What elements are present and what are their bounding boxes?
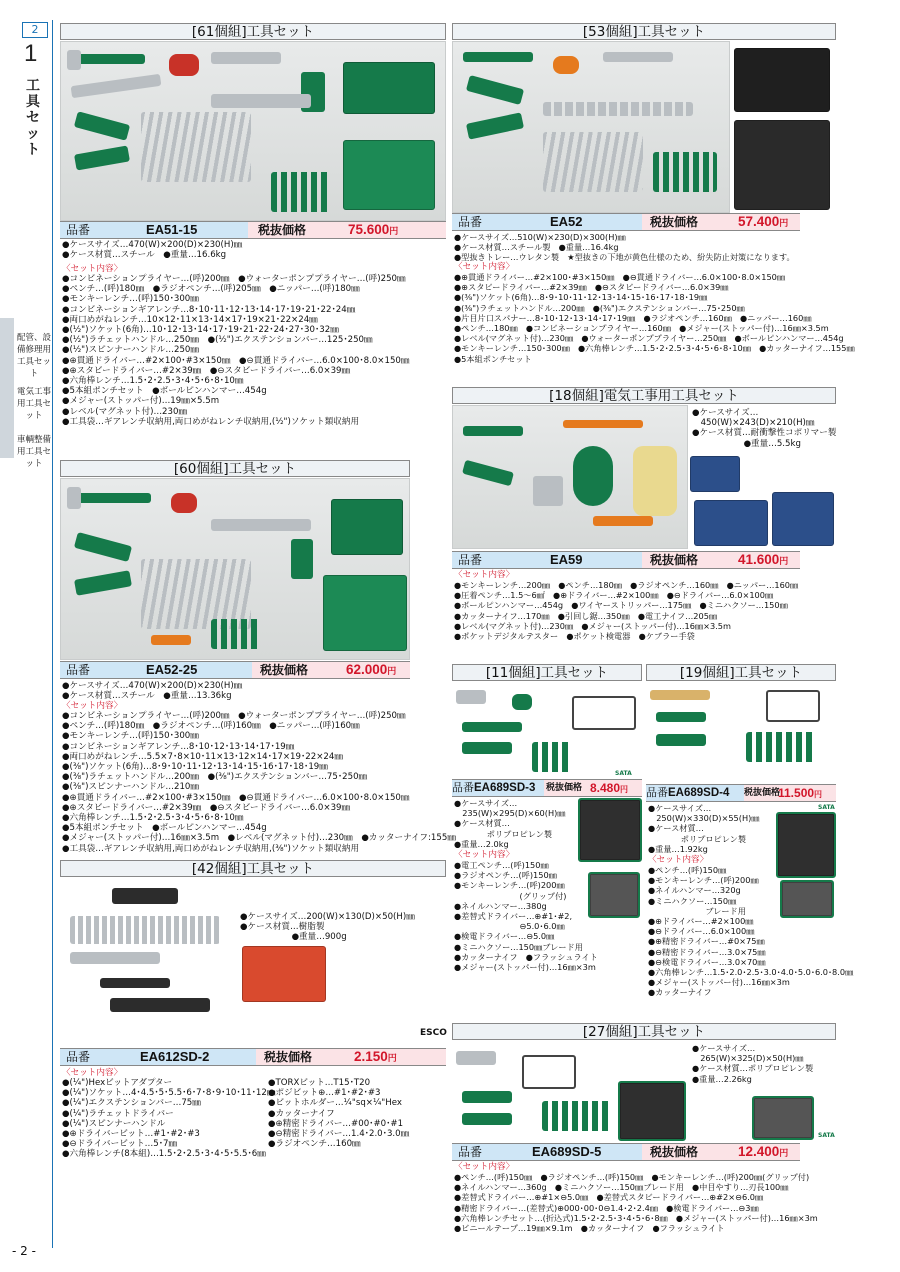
chapter-number: 1 xyxy=(24,40,38,67)
price-label: 税抜価格 xyxy=(650,215,699,229)
screwdriver-set-icon xyxy=(211,619,261,649)
tape-measure-icon xyxy=(553,56,579,74)
section-title-19: [19個組]工具セット xyxy=(646,664,836,681)
price-bar-61 xyxy=(248,221,446,239)
price-label: 税抜価格 xyxy=(650,553,699,567)
section-title-61: [61個組]工具セット xyxy=(60,23,446,40)
section-title-18: [18個組]電気工事用工具セット xyxy=(452,387,836,404)
tool-pouch-icon xyxy=(780,880,834,918)
hinban-label: 品番 xyxy=(646,786,668,799)
tape-measure-icon xyxy=(512,694,532,710)
hinban-label: 品番 xyxy=(458,1145,483,1159)
tool-pouch-icon xyxy=(752,1096,814,1140)
brand-logo: SATA xyxy=(615,770,632,777)
set-label-27: 〈セット内容〉 xyxy=(454,1162,515,1172)
items-42-right: ●TORXビット…T15･T20 ●ポジビット⊕…#1･#2･#3 ●ビットホルダー…¼"sq×¼"Hex ●カッターナイフ ●⊕精密ドライバー…#00･#0･#1 ●⊖精密ドライバー…1.4･2.0･3.0㎜ ●ラジオペンチ…160㎜ xyxy=(268,1078,410,1150)
wrench-icon xyxy=(656,712,706,722)
set-label-42: 〈セット内容〉 xyxy=(62,1068,123,1078)
price-bar-11 xyxy=(544,779,642,797)
code-bar-60 xyxy=(60,661,252,679)
product-code: EA612SD-2 xyxy=(140,1049,210,1064)
hinban-label: 品番 xyxy=(66,1050,91,1064)
set-label-53: 〈セット内容〉 xyxy=(454,262,515,272)
cutter-knife-icon xyxy=(151,635,191,645)
price-bar-18 xyxy=(642,551,800,569)
pliers-icon xyxy=(466,75,524,105)
items-61: ●コンビネーションプライヤー…(呼)200㎜ ●ウォーターポンププライヤー…(呼)250㎜ ●ペンチ…(呼)180㎜ ●ラジオペンチ…(呼)205㎜ ●ニッパー…(呼)180㎜ ●モンキーレンチ…(呼)150･300㎜ ●コンビネーションギアレンチ…8･10･11･12･13･14･17･19･21･22･24㎜ ●両口めがねレンチ…10×12･11×13･14×17･19×21･22×24㎜ ●(½")ソケット(6角)…10･12･13･14･17･19･21･22･24･27･30･32㎜ ●(½")ラチェットハンドル…250㎜ ●(½")エクステンションバー…125･250㎜ ●(½")スピンナーハンドル…250㎜ ●⊕貫通ドライバー…#2×100･#3×150㎜ ●⊖貫通ドライバー…6.0×100･8.0×150㎜ ●⊕スタビードライバー…#2×39㎜ ●⊖スタビードライバー…6.0×39㎜ ●六角棒レンチ…1.5･2･2.5･3･4･5･6･8･10㎜ ●5本組ポンチセット ●ボールピンハンマー…454g ●メジャー(ストッパー付)…19㎜×5.5m ●レベル(マグネット付)…230㎜ ●工具袋…ギアレンチ収納用,両口めがねレンチ収納用,(½")ソケット類収納用 xyxy=(62,274,410,427)
hammer-icon xyxy=(456,1051,496,1065)
price-bar-60 xyxy=(252,661,410,679)
hinban-label: 品番 xyxy=(66,223,91,237)
spec-60: ●ケースサイズ…470(W)×200(D)×230(H)㎜ ●ケース材質…スチール ●重量…13.36kg xyxy=(62,681,243,702)
set-label-60: 〈セット内容〉 xyxy=(62,701,123,711)
chapter-title: 工具セット xyxy=(26,78,40,158)
section-title-53: [53個組]工具セット xyxy=(452,23,836,40)
socket-row-icon xyxy=(211,519,311,531)
ratchet-icon xyxy=(211,52,281,64)
price-label: 税抜価格 xyxy=(264,1050,313,1064)
socket-row-icon xyxy=(70,952,160,964)
tool-case-icon xyxy=(343,62,435,114)
price-value: 11.500円 xyxy=(778,786,823,800)
tape-measure-icon xyxy=(169,54,199,76)
tool-pouch-icon xyxy=(588,872,640,918)
price-label: 税抜価格 xyxy=(744,788,781,798)
price-bar-53 xyxy=(642,213,800,231)
items-27: ●ペンチ…(呼)150㎜ ●ラジオペンチ…(呼)150㎜ ●モンキーレンチ…(呼)200㎜(グリップ付) ●ネイルハンマー…360g ●ミニハクソー…150㎜ブレード用 ●中目やすり…刃長100㎜ ●差替式ドライバー…⊕#1×⊖5.0㎜ ●差替式スタビードライバー…⊕#2×⊖6.0㎜ ●精密ドライバー…(差替式)⊕000･00･0⊖1.4･2･2.4㎜ ●検電ドライバー…⊖3㎜ ●六角棒レンチセット…(折込式)1.5･2･2.5･3･4･5･6･8㎜ ●メジャー(ストッパー付)…16㎜×3m ●ビニールテープ…19㎜×9.1m ●カッターナイフ ●フラッシュライト xyxy=(454,1172,818,1234)
tab-number: 2 xyxy=(22,22,48,38)
screwdriver-set-icon xyxy=(746,732,816,762)
wrench-set-icon xyxy=(543,132,643,192)
spec-42: ●ケースサイズ…200(W)×130(D)×50(H)㎜ ●ケース材質…樹脂製 ●重量…900g xyxy=(240,912,415,943)
product-photo-27 xyxy=(452,1041,688,1141)
hinban-label: 品番 xyxy=(66,663,91,677)
page-number: - 2 - xyxy=(12,1244,36,1258)
price-value: 12.400円 xyxy=(738,1144,789,1159)
wrench-set-icon xyxy=(141,112,251,182)
product-code: EA689SD-3 xyxy=(474,782,536,794)
product-photo-42 xyxy=(60,878,236,1042)
pliers-icon xyxy=(110,998,210,1012)
divider-line xyxy=(52,20,53,1248)
product-code: EA59 xyxy=(550,552,583,567)
tool-case-icon xyxy=(772,492,834,546)
price-value: 57.400円 xyxy=(738,214,789,229)
pliers-icon xyxy=(74,111,130,140)
hinban-label: 品番 xyxy=(458,553,483,567)
spec-19: ●ケースサイズ… 250(W)×330(D)×55(H)㎜ ●ケース材質… ポリプロピレン製 ●重量…1.92kg xyxy=(648,803,760,854)
hammer-head-icon xyxy=(67,50,81,70)
code-bar-61 xyxy=(60,221,248,239)
tool-case-icon xyxy=(331,499,403,555)
spec-18: ●ケースサイズ… 450(W)×243(D)×210(H)㎜ ●ケース材質…耐衝撃性コポリマー製 ●重量…5.5kg xyxy=(692,408,837,449)
screwdriver-set-icon xyxy=(653,152,717,192)
side-link-vehicle[interactable]: 車輌整備用工具セット xyxy=(16,435,51,469)
hacksaw-icon xyxy=(522,1055,576,1089)
knife-icon xyxy=(593,516,653,526)
side-link-plumbing[interactable]: 配管、設備修理用工具セット xyxy=(16,333,51,379)
wire-stripper-icon xyxy=(573,446,613,506)
pliers-icon xyxy=(462,460,514,486)
hacksaw-icon xyxy=(572,696,636,730)
code-bar-42 xyxy=(60,1048,256,1066)
wrench-icon xyxy=(71,74,162,98)
cutter-knife-icon xyxy=(100,978,170,988)
open-tool-pouch-icon xyxy=(776,812,836,878)
open-tool-case-icon xyxy=(323,575,407,651)
section-title-27: [27個組]工具セット xyxy=(452,1023,836,1040)
spec-53: ●ケースサイズ…510(W)×230(D)×300(H)㎜ ●ケース材質…スチール製 ●重量…16.4kg ●型抜きトレー…ウレタン製 ★型抜きの下地が黄色仕様のため、紛失防止対策になります。 xyxy=(454,232,795,263)
tool-case-icon xyxy=(242,946,326,1002)
hammer-icon xyxy=(650,690,710,700)
brand-logo: SATA xyxy=(818,804,835,811)
spec-61: ●ケースサイズ…470(W)×200(D)×230(H)㎜ ●ケース材質…スチール ●重量…16.6kg xyxy=(62,240,243,261)
socket-row-icon xyxy=(543,102,693,116)
hammer-icon xyxy=(71,493,151,503)
hammer-head-icon xyxy=(67,487,81,509)
items-19: ●ペンチ…(呼)150㎜ ●モンキーレンチ…(呼)200㎜ ●ネイルハンマー…320g ●ミニハクソー…150㎜ ブレード用 ●⊕ドライバー…#2×100㎜ ●⊖ドライバー…6.0×100㎜ ●⊕精密ドライバー…#0×75㎜ ●⊖精密ドライバー…3.0×75㎜ ●⊖検電ドライバー…3.0×70㎜ ●六角棒レンチ…1.5･2.0･2.5･3.0･4.0･5.0･6.0･8.0㎜ ●メジャー(ストッパー付)…16㎜×3m ●カッターナイフ xyxy=(648,865,854,998)
items-11: ●電工ペンチ…(呼)150㎜ ●ラジオペンチ…(呼)150㎜ ●モンキーレンチ…(呼)200㎜ (グリップ付) ●ネイルハンマー…380g ●差替式ドライバー…⊕#1･#2, ⊖5.0･6.0㎜ ●検電ドライバー…⊖5.0㎜ ●ミニハクソー…150㎜ブレード用 ●カッターナイフ ●フラッシュライト ●メジャー(ストッパー付)…16㎜×3m xyxy=(454,860,598,973)
section-title-11: [11個組]工具セット xyxy=(452,664,642,681)
set-label-19: 〈セット内容〉 xyxy=(648,855,709,865)
product-code: EA51-15 xyxy=(146,222,198,237)
index-tab-marker xyxy=(0,318,14,458)
ratchet-driver-icon xyxy=(112,888,178,904)
hinban-label: 品番 xyxy=(458,215,483,229)
price-value: 62.000円 xyxy=(346,662,397,677)
hinban-label: 品番 xyxy=(452,781,474,794)
pliers-icon xyxy=(462,1113,512,1125)
product-code: EA689SD-5 xyxy=(532,1144,602,1159)
section-title-60: [60個組]工具セット xyxy=(60,460,410,477)
section-title-42: [42個組]工具セット xyxy=(60,860,446,877)
screwdriver-set-icon xyxy=(532,742,572,772)
screwdriver-set-icon xyxy=(542,1101,612,1131)
screwdriver-set-icon xyxy=(271,172,331,212)
set-label-61: 〈セット内容〉 xyxy=(62,264,123,274)
product-code: EA689SD-4 xyxy=(668,787,730,799)
pliers-icon xyxy=(462,742,512,754)
product-photo-18 xyxy=(452,405,688,549)
bit-set-icon xyxy=(70,916,220,944)
brand-logo: SATA xyxy=(818,1132,835,1139)
level-icon xyxy=(563,420,643,428)
code-bar-53 xyxy=(452,213,642,231)
price-label: 税抜価格 xyxy=(260,663,309,677)
items-18: ●モンキーレンチ…200㎜ ●ペンチ…180㎜ ●ラジオペンチ…160㎜ ●ニッパー…160㎜ ●圧着ペンチ…1.5～6㎟ ●⊕ドライバー…#2×100㎜ ●⊖ドライバー…6.0×100㎜ ●ボールピンハンマー…454g ●ワイヤーストリッパー…175㎜ ●ミニハクソー…150㎜ ●カッターナイフ…170㎜ ●引回し鋸…350㎜ ●電工ナイフ…205㎜ ●レベル(マグネット付)…230㎜ ●メジャー(ストッパー付)…16㎜×3.5m ●ポケットデジタルテスター ●ポケット検電器 ●ケブラー手袋 xyxy=(454,580,799,642)
open-tool-chest-icon xyxy=(734,120,830,210)
items-60: ●コンビネーションプライヤー…(呼)200㎜ ●ウォーターポンププライヤー…(呼)250㎜ ●ペンチ…(呼)180㎜ ●ラジオペンチ…(呼)160㎜ ●ニッパー…(呼)160㎜ ●モンキーレンチ…(呼)150･300㎜ ●コンビネーションギアレンチ…8･10･12･13･14･17･19㎜ ●両口めがねレンチ…5.5×7･8×10･11×13･12×14･17×19･22×24㎜ ●(⅜")ソケット(6角)…8･9･10･11･12･13･14･15･16･17･18･19㎜ ●(⅜")ラチェットハンドル…200㎜ ●(⅜")エクステンションバー…75･250㎜ ●(⅜")スピンナーハンドル…210㎜ ●⊕貫通ドライバー…#2×100･#3×150㎜ ●⊖貫通ドライバー…6.0×100･8.0×150㎜ ●⊕スタビードライバー…#2×39㎜ ●⊖スタビードライバー…6.0×39㎜ ●六角棒レンチ…1.5･2･2.5･3･4･5･6･8･10㎜ ●5本組ポンチセット ●ボールピンハンマー…454g ●メジャー(ストッパー付)…16㎜×3.5m ●レベル(マグネット付)…230㎜ ●カッターナイフ:155㎜ ●工具袋…ギアレンチ収納用,両口めがねレンチ収納用,(⅜")ソケット類収納用 xyxy=(62,711,456,854)
tester-icon xyxy=(533,476,563,506)
price-label: 税抜価格 xyxy=(546,783,583,793)
hex-key-set-icon xyxy=(291,539,313,579)
socket-row-icon xyxy=(211,94,311,108)
hammer-icon xyxy=(73,54,145,64)
product-photo-61 xyxy=(60,41,446,221)
pliers-icon xyxy=(74,570,132,595)
pliers-icon xyxy=(74,145,130,170)
price-value: 41.600円 xyxy=(738,552,789,567)
glove-icon xyxy=(633,446,677,516)
open-tool-pouch-icon xyxy=(578,798,642,862)
items-53: ●⊕貫通ドライバー…#2×100･#3×150㎜ ●⊖貫通ドライバー…6.0×100･8.0×150㎜ ●⊕スタビードライバー…#2×39㎜ ●⊖スタビードライバー…6.0×39㎜ ●(⅜")ソケット(6角)…8･9･10･11･12･13･14･15･16･17･18･19㎜ ●(⅜")ラチェットハンドル…200㎜ ●(⅜")エクステンションバー…75･250㎜ ●片目片口スパナー…8･10･12･13･14･17･19㎜ ●ラジオペンチ…160㎜ ●ニッパー…160㎜ ●ペンチ…180㎜ ●コンビネーションプライヤー…160㎜ ●メジャー(ストッパー付)…16㎜×3.5m ●レベル(マグネット付)…230㎜ ●ウォーターポンププライヤー…250㎜ ●ボールピンハンマー…454g ●モンキーレンチ…150･300㎜ ●六角棒レンチ…1.5･2･2.5･3･4･5･6･8･10㎜ ●カッターナイフ…155㎜ ●5本組ポンチセット xyxy=(454,272,855,364)
hammer-icon xyxy=(463,426,523,436)
set-label-11: 〈セット内容〉 xyxy=(454,850,515,860)
tool-case-icon xyxy=(690,456,740,492)
product-photo-60 xyxy=(60,478,410,660)
open-tool-case-icon xyxy=(694,500,768,546)
hacksaw-icon xyxy=(766,690,820,722)
spec-27: ●ケースサイズ… 265(W)×325(D)×50(H)㎜ ●ケース材質…ポリプロピレン製 ●重量…2.26kg xyxy=(692,1043,814,1084)
pliers-icon xyxy=(462,1091,512,1103)
brand-logo: ESCO xyxy=(420,1028,447,1038)
tape-measure-icon xyxy=(171,493,197,513)
code-bar-11 xyxy=(452,779,544,797)
price-bar-27 xyxy=(642,1143,800,1161)
hammer-icon xyxy=(463,52,533,62)
pliers-icon xyxy=(74,532,132,562)
open-tool-pouch-icon xyxy=(618,1081,686,1141)
level-icon xyxy=(603,52,673,62)
product-photo-11 xyxy=(452,682,642,778)
items-42-left: ●(¼")Hexビットアダプター ●(¼")ソケット…4･4.5･5･5.5･6･7･8･9･10･11･12㎜ ●(¼")エクステンションバー…75㎜ ●(¼")ラチェットドライバー ●(¼")スピンナーハンドル ●⊕ドライバービット…#1･#2･#3 ●⊖ドライバービット…5･7㎜ ●六角棒レンチ(8本組)…1.5･2･2.5･3･4･5･5.5･6㎜ xyxy=(62,1078,276,1160)
hammer-icon xyxy=(456,690,486,704)
price-label: 税抜価格 xyxy=(650,1145,699,1159)
set-label-18: 〈セット内容〉 xyxy=(454,570,515,580)
tool-chest-icon xyxy=(734,48,830,112)
price-value: 2.150円 xyxy=(354,1049,397,1064)
code-bar-19 xyxy=(646,784,744,802)
pliers-icon xyxy=(656,734,706,746)
spec-11: ●ケースサイズ… 235(W)×295(D)×60(H)㎜ ●ケース材質… ポリプロピレン製 ●重量…2.0kg xyxy=(454,798,566,849)
side-link-electric[interactable]: 電気工事用工具セット xyxy=(16,387,51,421)
wrench-icon xyxy=(462,722,522,732)
product-photo-53 xyxy=(452,41,730,213)
price-value: 8.480円 xyxy=(590,781,629,795)
product-photo-19 xyxy=(646,682,836,778)
price-bar-42 xyxy=(256,1048,446,1066)
code-bar-18 xyxy=(452,551,642,569)
price-value: 75.600円 xyxy=(348,222,399,237)
price-bar-19 xyxy=(744,784,836,802)
product-code: EA52 xyxy=(550,214,583,229)
open-tool-case-icon xyxy=(343,140,435,210)
code-bar-27 xyxy=(452,1143,642,1161)
pliers-icon xyxy=(466,112,524,139)
product-code: EA52-25 xyxy=(146,662,198,677)
price-label: 税抜価格 xyxy=(258,223,307,237)
